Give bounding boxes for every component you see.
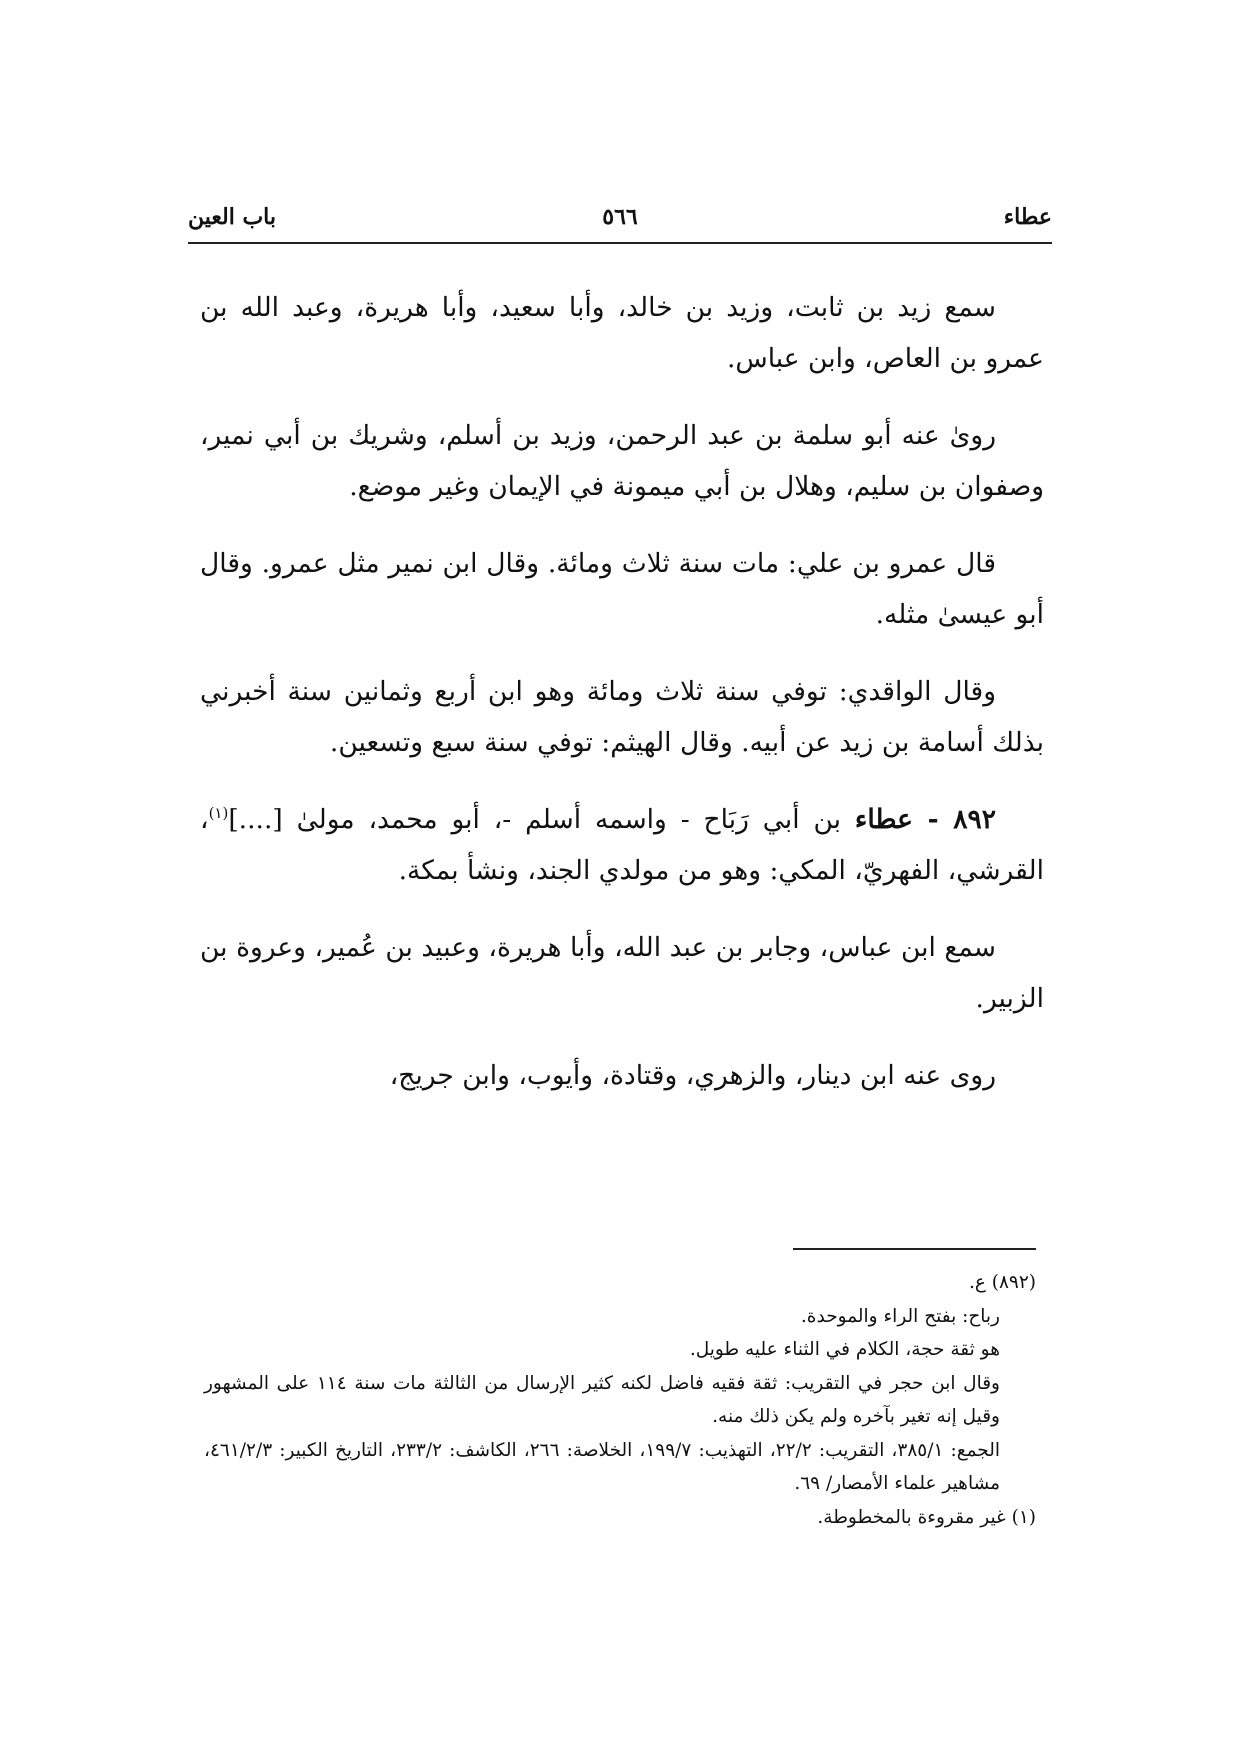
- footnotes: [204, 1266, 1036, 1534]
- paragraph-ata-heard-from: سمع ابن عباس، وجابر بن عبد الله، وأبا هريرة، وعبيد بن عُمير، وعروة بن الزبير.: [200, 932, 1044, 1014]
- footnote-line: الجمع: ٣٨٥/١، التقريب: ٢٢/٢، التهذيب: ١٩٩/٧، الخلاصة: ٢٦٦، الكاشف: ٢٣٣/٢، التاريخ الكبير: ٤٦١/٢/٣، مشاهير علماء الأمصار/ ٦٩.: [204, 1439, 1001, 1494]
- paragraph-ata-narrated-by: روى عنه ابن دينار، والزهري، وقتادة، وأيوب، وابن جريج،: [389, 1060, 996, 1091]
- footnote-line: هو ثقة حجة، الكلام في الثناء عليه طويل.: [689, 1339, 1000, 1360]
- footnote-line: وقال ابن حجر في التقريب: ثقة فقيه فاضل لكنه كثير الإرسال من الثالثة مات سنة ١١٤ على المشهور وقيل إنه تغير بآخره ولم يكن ذلك منه.: [204, 1372, 1000, 1427]
- paragraph-heard-from: سمع زيد بن ثابت، وزيد بن خالد، وأبا سعيد، وأبا هريرة، وعبد الله بن عمرو بن العاص، وابن عباس.: [200, 292, 1044, 374]
- footnote-note-1: (١) غير مقروءة بالمخطوطة.: [817, 1506, 1036, 1528]
- paragraph-death-date: قال عمرو بن علي: مات سنة ثلاث ومائة. وقال ابن نمير مثل عمرو. وقال أبو عيسىٰ مثله.: [200, 548, 1044, 630]
- header-entry-name: عطاء: [1003, 204, 1052, 230]
- entry-number-name: ٨٩٢ - عطاء: [854, 804, 996, 835]
- entry-text-b: ، القرشي، الفهريّ، المكي: وهو من مولدي الجند، ونشأ بمكة.: [200, 804, 1044, 886]
- entry-text-a: بن أبي رَبَاح - واسمه أسلم -، أبو محمد، مولىٰ [....]: [228, 804, 855, 835]
- entry-892: [200, 794, 1044, 896]
- footnote-line: رباح: بفتح الراء والموحدة.: [800, 1305, 1000, 1327]
- footnote-divider: [793, 1248, 1036, 1250]
- header-chapter-title: باب العين: [188, 204, 277, 230]
- paragraph-narrated-by: روىٰ عنه أبو سلمة بن عبد الرحمن، وزيد بن أسلم، وشريك بن أبي نمير، وصفوان بن سليم، وهلال بن أبي ميمونة في الإيمان وغير موضع.: [200, 420, 1044, 502]
- header-divider: [188, 242, 1052, 244]
- running-header: [188, 196, 1052, 236]
- footnote-ref: (٨٩٢) ع.: [968, 1272, 1036, 1293]
- paragraph-waqidi: وقال الواقدي: توفي سنة ثلاث ومائة وهو ابن أربع وثمانين سنة أخبرني بذلك أسامة بن زيد عن أبيه. وقال الهيثم: توفي سنة سبع وتسعين.: [200, 676, 1044, 758]
- footnote-marker: (١): [208, 804, 229, 823]
- main-text: [200, 282, 1044, 1127]
- page-number: ٥٦٦: [602, 204, 638, 230]
